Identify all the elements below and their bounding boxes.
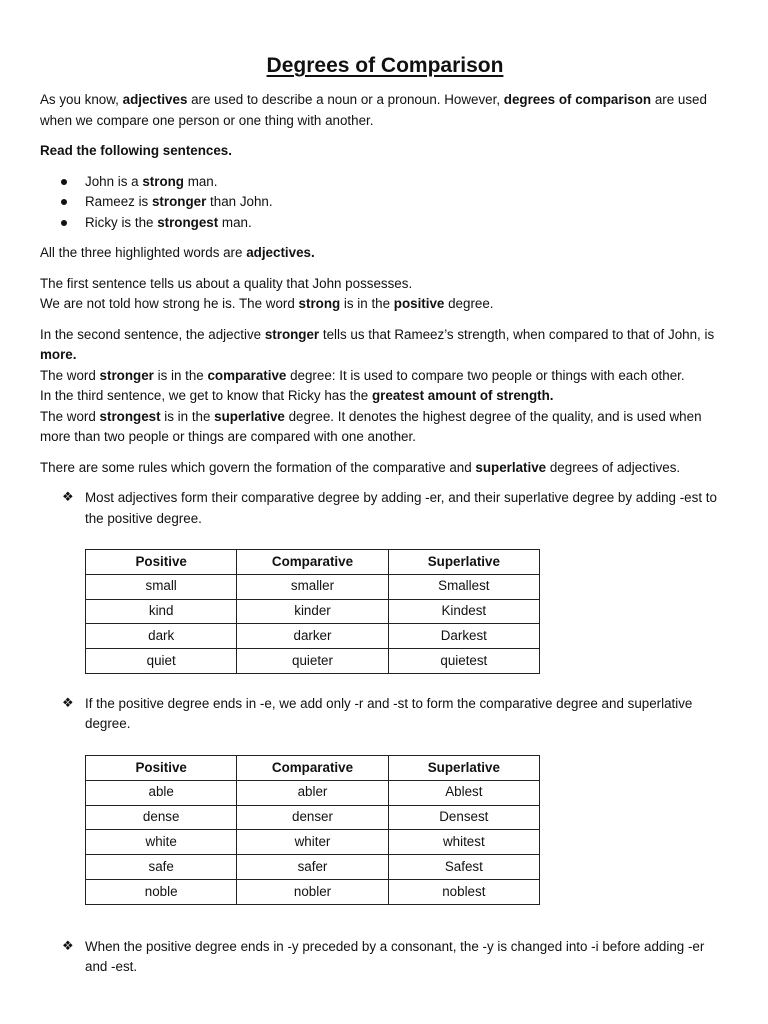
second-text: The word bbox=[40, 367, 100, 383]
diamond-bullet-icon: ❖ bbox=[62, 695, 74, 711]
table-cell: Kindest bbox=[388, 599, 539, 624]
table-row bbox=[86, 805, 540, 830]
example-text: Rameez is bbox=[85, 194, 152, 209]
bullet-icon bbox=[61, 220, 67, 226]
table-cell: dark bbox=[86, 624, 237, 649]
second-text: In the third sentence, we get to know that Ricky has the bbox=[40, 388, 372, 403]
table-row bbox=[86, 830, 540, 855]
second-text: The word bbox=[40, 408, 100, 424]
table-row bbox=[86, 879, 540, 904]
second-bold: greatest amount of strength. bbox=[371, 388, 554, 403]
table-cell: Densest bbox=[388, 805, 539, 830]
list-item bbox=[40, 213, 730, 234]
second-bold: stronger bbox=[99, 367, 154, 383]
example-text: man. bbox=[183, 173, 218, 189]
table-cell: dense bbox=[86, 805, 237, 830]
diamond-bullet-icon: ❖ bbox=[62, 938, 74, 954]
table-cell: noble bbox=[86, 879, 237, 904]
table-cell: small bbox=[86, 574, 237, 599]
table-cell: Ablest bbox=[388, 780, 539, 805]
table-cell: kind bbox=[86, 599, 237, 624]
bullet-icon bbox=[61, 179, 67, 185]
second-text: tells us that Rameez’s strength, when compared to that of John, is bbox=[319, 326, 715, 342]
intro-bold-degrees: degrees of comparison bbox=[503, 92, 652, 107]
table-cell: whitest bbox=[388, 830, 539, 855]
second-bold: strongest bbox=[99, 408, 161, 424]
example-text: man. bbox=[218, 214, 252, 230]
table-cell: Safest bbox=[388, 855, 539, 880]
column-header: Comparative bbox=[237, 755, 388, 780]
read-heading bbox=[40, 141, 730, 162]
column-header: Superlative bbox=[388, 550, 539, 575]
table-cell: white bbox=[86, 830, 237, 855]
first-text: is in the bbox=[340, 296, 394, 311]
table-row bbox=[86, 574, 540, 599]
table-cell: quiet bbox=[86, 649, 237, 674]
table-cell: darker bbox=[237, 624, 388, 649]
table-cell: quietest bbox=[388, 649, 539, 674]
bullet-icon bbox=[61, 199, 67, 205]
rule-item bbox=[40, 488, 730, 529]
intro-bold-adjectives: adjectives bbox=[122, 92, 188, 107]
rules-intro-text: There are some rules which govern the formation of the comparative and bbox=[40, 459, 476, 475]
highlight-bold: adjectives. bbox=[246, 245, 315, 260]
second-bold: superlative bbox=[214, 408, 285, 424]
intro-text: are used when we compare one person or one thing with another. bbox=[40, 92, 707, 128]
second-bold: comparative bbox=[207, 367, 287, 383]
table-cell: Darkest bbox=[388, 624, 539, 649]
first-bold-positive: positive bbox=[393, 296, 445, 311]
table-cell: safer bbox=[237, 855, 388, 880]
first-text: degree. bbox=[444, 296, 494, 311]
rule-text: When the positive degree ends in -y preceded by a consonant, the -y is changed into -i before adding -er and -est. bbox=[85, 938, 705, 975]
first-text: We are not told how strong he is. The word bbox=[40, 296, 299, 311]
second-text: is in the bbox=[160, 408, 215, 424]
second-bold: stronger bbox=[264, 326, 320, 342]
table-cell: Smallest bbox=[388, 574, 539, 599]
example-bold: strong bbox=[142, 173, 184, 189]
example-text: John is a bbox=[85, 173, 143, 189]
first-sentence-paragraph bbox=[40, 274, 730, 315]
column-header: Comparative bbox=[237, 550, 388, 575]
rules-intro-bold: superlative bbox=[475, 459, 547, 475]
diamond-bullet-icon: ❖ bbox=[62, 490, 74, 505]
comparison-table-1 bbox=[85, 549, 540, 674]
table-cell: denser bbox=[237, 805, 388, 830]
table-row bbox=[86, 780, 540, 805]
example-text: than John. bbox=[206, 194, 273, 209]
rule-text: Most adjectives form their comparative degree by adding -er, and their superlative degree by adding -est to the positive degree. bbox=[85, 490, 717, 526]
second-text: In the second sentence, the adjective bbox=[40, 326, 265, 342]
table-cell: kinder bbox=[237, 599, 388, 624]
second-text: is in the bbox=[153, 367, 208, 383]
intro-text: As you know, bbox=[40, 92, 123, 107]
table-cell: safe bbox=[86, 855, 237, 880]
list-item bbox=[40, 192, 730, 213]
page-title: Degrees of Comparison bbox=[266, 54, 504, 77]
second-text: degree: It is used to compare two people or things with each other. bbox=[286, 367, 685, 383]
document-page bbox=[40, 52, 730, 988]
table-cell: smaller bbox=[237, 574, 388, 599]
highlight-text: All the three highlighted words are bbox=[40, 245, 247, 260]
column-header: Positive bbox=[86, 755, 237, 780]
example-bold: stronger bbox=[151, 194, 207, 209]
read-heading-text: Read the following sentences. bbox=[40, 143, 232, 158]
comparison-table-2 bbox=[85, 755, 540, 905]
example-list bbox=[40, 172, 730, 234]
table-cell: quieter bbox=[237, 649, 388, 674]
table-row bbox=[86, 599, 540, 624]
second-text: degree. It denotes the highest degree of the quality, and is used when more than two people or things are compared with one another. bbox=[40, 408, 702, 444]
column-header: Positive bbox=[86, 550, 237, 575]
table-cell: whiter bbox=[237, 830, 388, 855]
example-bold: strongest bbox=[157, 214, 219, 230]
second-bold: more. bbox=[40, 347, 77, 362]
table-cell: abler bbox=[237, 780, 388, 805]
table-cell: able bbox=[86, 780, 237, 805]
first-bold-strong: strong bbox=[298, 296, 341, 311]
example-text: Ricky is the bbox=[85, 214, 158, 230]
rules-intro-text: degrees of adjectives. bbox=[546, 459, 681, 475]
rule-item bbox=[40, 937, 730, 978]
table-row bbox=[86, 855, 540, 880]
table-row bbox=[86, 624, 540, 649]
second-sentence-paragraph bbox=[40, 325, 730, 448]
list-item bbox=[40, 172, 730, 193]
column-header: Superlative bbox=[388, 755, 539, 780]
rule-text: If the positive degree ends in -e, we add only -r and -st to form the comparative degree and superlative degree. bbox=[85, 695, 693, 732]
first-line: The first sentence tells us about a quality that John possesses. bbox=[40, 275, 413, 291]
highlight-paragraph bbox=[40, 243, 730, 264]
table-cell: nobler bbox=[237, 879, 388, 904]
intro-paragraph bbox=[40, 90, 730, 131]
rule-item bbox=[40, 694, 730, 735]
table-row bbox=[86, 649, 540, 674]
intro-text: are used to describe a noun or a pronoun. However, bbox=[187, 92, 504, 107]
rules-intro-paragraph bbox=[40, 458, 730, 479]
table-cell: noblest bbox=[388, 879, 539, 904]
